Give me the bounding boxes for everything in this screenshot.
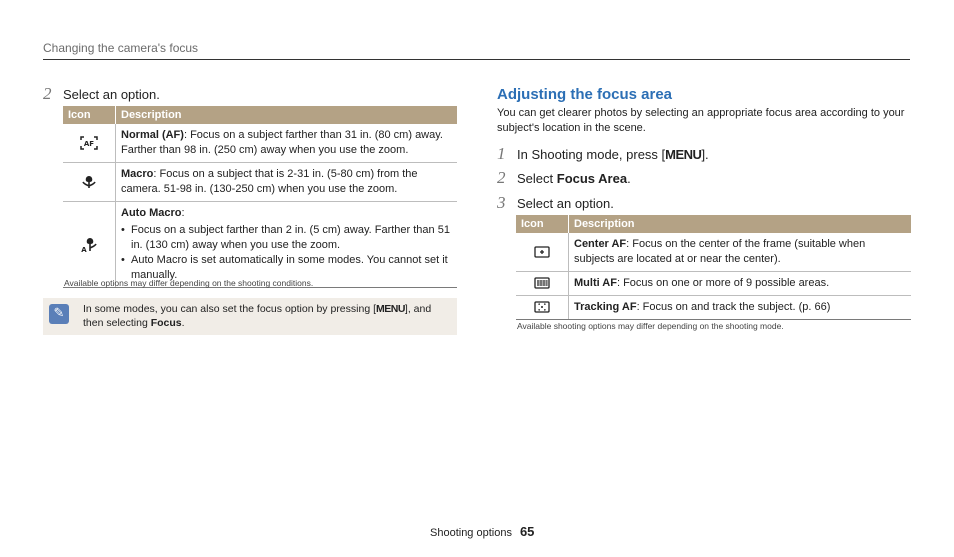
normal-af-icon <box>80 136 98 150</box>
step-number: 2 <box>43 84 52 103</box>
step-number: 1 <box>497 144 506 163</box>
option-name: Multi AF <box>574 277 617 289</box>
svg-text:A: A <box>81 245 87 254</box>
option-text: : Focus on the center of the frame (suitable when subjects are located at or near the center). <box>574 238 866 265</box>
tracking-af-icon <box>534 301 550 313</box>
page-number: 65 <box>519 524 535 539</box>
right-step-1 <box>497 144 709 164</box>
note-text-mid: ], and then selecting <box>83 303 432 329</box>
option-name: Auto Macro <box>121 207 182 219</box>
center-af-icon <box>534 246 550 258</box>
menu-button-glyph: MENU <box>376 303 405 315</box>
option-text: : Focus on a subject farther than 31 in. (80 cm) away. Farther than 98 in. (250 cm) away when you use the zoom. <box>121 129 443 156</box>
table-row <box>63 124 457 163</box>
right-footnote: Available shooting options may differ depending on the shooting mode. <box>517 321 784 331</box>
col-header-description: Description <box>116 106 458 124</box>
right-step-3 <box>497 193 614 213</box>
note-box <box>43 298 457 335</box>
table-row <box>516 233 911 272</box>
option-text: : <box>181 207 185 219</box>
table-row <box>516 296 911 320</box>
option-name: Macro <box>121 168 154 180</box>
table-row <box>63 202 457 288</box>
table-row <box>516 272 911 296</box>
step-text: In Shooting mode, press [MENU]. <box>517 147 709 162</box>
list-item: • Auto Macro is set automatically in some modes. You cannot set it manually. <box>131 253 452 283</box>
left-step-2 <box>43 84 160 104</box>
section-intro: You can get clearer photos by selecting an appropriate focus area according to your subject's location in the scene. <box>497 107 905 134</box>
step-number: 3 <box>497 193 506 212</box>
header-rule <box>43 59 910 60</box>
header-title: Changing the camera's focus <box>43 41 199 55</box>
page-footer <box>430 524 534 539</box>
focus-options-table <box>63 106 457 288</box>
option-text: : Focus on a subject that is 2-31 in. (5-80 cm) from the camera. 51-98 in. (130-250 cm) when you use the zoom. <box>121 168 418 195</box>
list-item: • Focus on a subject farther than 2 in. (5 cm) away. Farther than 51 in. (130 cm) away when you use the zoom. <box>131 223 452 253</box>
option-text: : Focus on one or more of 9 possible areas. <box>616 277 830 289</box>
step-text: Select an option. <box>517 196 614 211</box>
option-name: Tracking AF <box>574 301 637 313</box>
col-header-icon: Icon <box>516 215 569 233</box>
left-footnote: Available options may differ depending on the shooting conditions. <box>64 278 314 288</box>
auto-macro-icon <box>80 236 98 254</box>
step-text: Select Focus Area. <box>517 171 631 186</box>
multi-af-icon <box>534 277 550 289</box>
footer-label: Shooting options <box>430 527 512 539</box>
table-row <box>63 163 457 202</box>
menu-button-glyph: MENU <box>665 147 702 162</box>
note-text <box>83 302 453 330</box>
note-pencil-icon: ✎ <box>49 304 69 324</box>
right-step-2 <box>497 168 631 188</box>
note-text-post: . <box>181 317 185 329</box>
note-text-pre: In some modes, you can also set the focus option by pressing [ <box>83 303 376 315</box>
macro-icon <box>81 174 97 190</box>
col-header-icon: Icon <box>63 106 116 124</box>
focus-area-table <box>516 215 911 320</box>
note-text-bold: Focus <box>150 317 182 329</box>
option-name: Normal (AF) <box>121 129 184 141</box>
step-text: Select an option. <box>63 87 160 102</box>
svg-text:AF: AF <box>83 139 95 148</box>
option-name: Center AF <box>574 238 627 250</box>
step-number: 2 <box>497 168 506 187</box>
option-text: : Focus on and track the subject. (p. 66) <box>636 301 831 313</box>
section-title: Adjusting the focus area <box>497 86 673 103</box>
col-header-description: Description <box>569 215 912 233</box>
option-bullets <box>121 223 452 283</box>
